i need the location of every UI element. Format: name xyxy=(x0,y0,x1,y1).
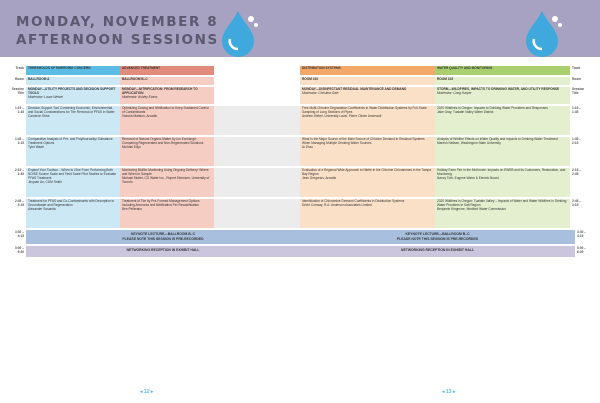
talk-cell xyxy=(435,137,570,166)
session-title: MONDAY—UTILITY PROJECTS AND DECISION SUPPORT TOOLS xyxy=(28,87,116,95)
talk-cell xyxy=(435,199,570,228)
talk-title: What Is the Major Source of the Main Source of Chlorine Demand in Residual Systems When Managing Multiple Drinking Water Sources xyxy=(302,137,425,145)
time-slot-row xyxy=(8,106,593,135)
page-number: ◂ 13 ▸ xyxy=(442,389,456,395)
moderator: Moderator: Ashley Evans xyxy=(122,94,158,99)
time-label: 3:30 – 4:15 xyxy=(14,230,24,238)
time-label: 2:45 – 3:15 xyxy=(572,199,582,207)
keynote-block xyxy=(300,230,575,244)
talk-speaker: Benjamin Kingmore, Medford Water Commission xyxy=(437,206,506,211)
track-row xyxy=(8,66,593,75)
talk-speaker: Jake Gray, Tualatin Valley Water District xyxy=(437,109,494,114)
time-label: 1:15 – 1:45 xyxy=(14,106,24,114)
keynote-note: PLEASE NOTE THIS SESSION IS PRE-RECORDED xyxy=(122,236,204,241)
water-drop-icon xyxy=(522,9,562,57)
time-label: 1:15 – 1:45 xyxy=(572,106,582,114)
talk-cell xyxy=(120,199,214,228)
track-name: THRESHOLDS OF EMERGING CONCERN xyxy=(26,66,120,75)
session-title-label: Session Title xyxy=(572,87,585,95)
time-label: 5:00 – 6:30 xyxy=(14,246,24,254)
water-drop-icon xyxy=(218,9,258,57)
time-slot-row xyxy=(8,168,593,197)
session-title: MONDAY—DISINFECTANT RESIDUAL MAINTENANCE AND DEMAND xyxy=(302,87,407,91)
talk-cell xyxy=(300,199,435,228)
talk-title: Identification of Chloramine Demand Coefficients in Distribution Systems xyxy=(302,199,405,203)
talk-speaker: Tyler Wade xyxy=(28,144,45,149)
time-slot-row xyxy=(8,199,593,228)
talk-speaker: Alexander Susanita xyxy=(28,206,56,211)
talk-cell xyxy=(26,168,120,197)
talk-cell xyxy=(300,168,435,197)
talk-title: Decision Support Tool Combining Economic, Environmental, and Social Considerations for The Removal of PFAS in Water xyxy=(28,106,115,114)
talk-title: 2020 Wildfires in Oregon: Tualatin Valley – Impacts of Water and Water Wildfires in Drinking Water Providers in Salt Region xyxy=(437,199,567,207)
time-slot-row xyxy=(8,137,593,166)
room-row xyxy=(8,77,593,85)
session-cell xyxy=(435,87,570,104)
talk-title: Optimizing Dosing and Nitrification to Keep Sustained Control of Contaminants xyxy=(122,106,209,114)
talk-title: Expand Your Toolbox – When to Give From Performing Both NOISE Source Scale and Field Scale Pilot Studies to Evaluate PFAS Treatment xyxy=(28,168,117,180)
talk-cell xyxy=(120,137,214,166)
talk-cell xyxy=(26,199,120,228)
time-label: 2:45 – 3:15 xyxy=(14,199,24,207)
talk-title: Holiday Farm Fire in the McKenzie: Impacts on EWEB and its Customers, Restoration, and Monitoring xyxy=(437,168,566,176)
title-line-2: AFTERNOON SESSIONS xyxy=(16,32,219,48)
reception-row xyxy=(8,246,593,257)
talk-title: Analysis of Wildfire Effects on Water Quality and Impacts to Drinking Water Treatment xyxy=(437,137,558,141)
talk-speaker: Michael Ellyn xyxy=(122,144,141,149)
room-name: ROOM 310 xyxy=(300,77,435,85)
talk-cell xyxy=(300,137,435,166)
keynote-title: KEYNOTE LECTURE—BALLROOM B–C xyxy=(405,232,470,236)
room-label: Room xyxy=(14,77,24,81)
session-title-row xyxy=(8,87,593,104)
reception-block: NETWORKING RECEPTION IN EXHIBIT HALL xyxy=(26,246,300,257)
time-label: 1:45 – 2:15 xyxy=(14,137,24,145)
time-label: 2:15 – 2:45 xyxy=(572,168,582,176)
track-label: Track xyxy=(572,66,581,70)
track-name: DISTRIBUTION SYSTEMS xyxy=(300,66,435,75)
talk-title: Treatment for PFAS and Co-Contaminants with Desorption in Groundwater and Regeneration xyxy=(28,199,115,207)
talk-title: Treatment of Tier by Pre-Formed Management Options Including Ammonia and Nitrification Per Recalcification xyxy=(122,199,200,207)
talk-cell xyxy=(26,106,120,135)
moderator: Moderator: Laura Wetzel xyxy=(28,94,64,99)
session-title: MONDAY—NITRIFICATION: FROM RESEARCH TO APPLICATION xyxy=(122,87,198,95)
talk-cell xyxy=(26,137,120,166)
talk-cell xyxy=(435,168,570,197)
talk-speaker: Ai Zhao xyxy=(302,144,313,149)
time-label: 5:00 – 6:30 xyxy=(577,246,587,254)
talk-title: Evaluation of a Regional Wide Approach to Nitrite in the Chlorine Chloramines in the Tampa Bay Region xyxy=(302,168,432,176)
session-title-label: Session Title xyxy=(11,87,24,95)
session-cell xyxy=(300,87,435,104)
reception-block: NETWORKING RECEPTION IN EXHIBIT HALL xyxy=(300,246,575,257)
header-banner xyxy=(0,0,600,57)
room-name: BALLROOM A xyxy=(26,77,120,85)
talk-speaker: Michael Mutter, CO Water Inc., Rupert Siminsen, University of Toronto xyxy=(122,175,210,184)
session-cell xyxy=(120,87,214,104)
track-name: ADVANCED TREATMENT xyxy=(120,66,214,75)
talk-title: Free Multi-Chlorine Degradation Coefficients in Water Distribution Systems by Full-Scale Sampling of Long Sections of Pipes xyxy=(302,106,427,114)
talk-speaker: Cameron Shea xyxy=(28,113,50,118)
session-title: STORM—WILDFIRES, IMPACTS TO DRINKING WATER, AND UTILITY RESPONSE xyxy=(437,87,560,91)
time-label: 2:15 – 2:45 xyxy=(14,168,24,176)
talk-speaker: Kevin Conway, R.A. Anderson Associates Limited xyxy=(302,202,372,207)
moderator: Moderator: Christina Gale xyxy=(302,90,339,95)
talk-speaker: Jean Gregorios, Arcadis xyxy=(302,175,337,180)
talk-title: Monitoring Biofilm Monitoring Using Ongoing Delivery: Where and When to Sample xyxy=(122,168,209,176)
keynote-row xyxy=(8,230,593,244)
talk-speaker: Jinquan Ao, CDM Smith xyxy=(28,179,62,184)
talk-speaker: Victoria Mattson, Arcadis xyxy=(122,113,158,118)
track-name: WATER QUALITY AND MONITORING xyxy=(435,66,570,75)
talk-speaker: Andrew Hiebel, University Laval, Pierre Olivier Arsenault xyxy=(302,113,382,118)
keynote-block xyxy=(26,230,300,244)
room-name: BALLROOM B–C xyxy=(120,77,214,85)
session-cell xyxy=(26,87,120,104)
moderator: Moderator: Craig Harper xyxy=(437,90,472,95)
talk-title: Removal of Natural Organic Matter by Ion Exchange: Comparing Regenerated and Non-Regenerated Solutions xyxy=(122,137,204,145)
talk-speaker: Ben Pellerano xyxy=(122,206,143,211)
talk-cell xyxy=(120,168,214,197)
keynote-note: PLEASE NOTE THIS SESSION IS PRE-RECORDED xyxy=(396,236,479,241)
page-number: ◂ 12 ▸ xyxy=(140,389,154,395)
talk-speaker: Maresh Neilsen, Washington State University xyxy=(437,140,501,145)
keynote-title: KEYNOTE LECTURE—BALLROOM B–C xyxy=(130,232,196,236)
talk-cell xyxy=(435,106,570,135)
talk-cell xyxy=(120,106,214,135)
talk-cell xyxy=(300,106,435,135)
room-label: Room xyxy=(572,77,582,81)
time-label: 1:45 – 2:15 xyxy=(572,137,582,145)
time-label: 3:30 – 4:15 xyxy=(577,230,587,238)
page-title xyxy=(16,13,219,49)
room-name: ROOM 315 xyxy=(435,77,570,85)
title-line-1: MONDAY, NOVEMBER 8 xyxy=(16,14,219,30)
talk-title: 2020 Wildfires in Oregon: Impacts to Drinking Water Providers and Responses xyxy=(437,106,548,110)
talk-speaker: Nancy Toth, Eugene Water & Electric Board xyxy=(437,175,499,180)
talk-title: Comparative Analysis of Per- and Polyfluoroalkyl Substance Treatment Options xyxy=(28,137,113,145)
track-label: Track xyxy=(15,66,24,70)
